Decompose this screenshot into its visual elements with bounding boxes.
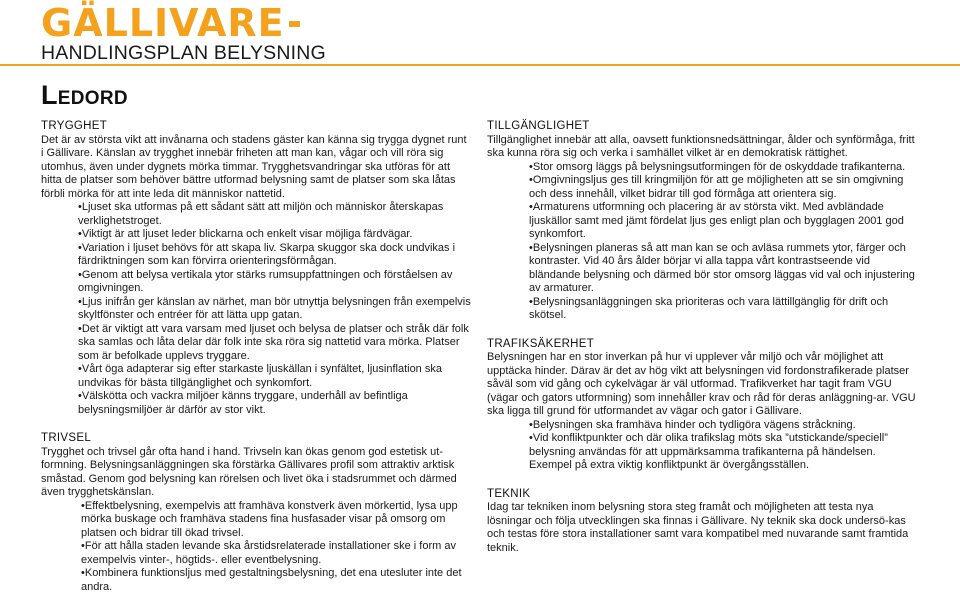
gallivare-logo bbox=[41, 3, 300, 43]
tillganglighet-intro: Tillgänglighet innebär att alla, oavsett funktionsnedsättningar, ålder och synförmåga, fritt ska kunna röra sig och verka i samhället vilket är en demokratisk rättighet. bbox=[487, 133, 915, 159]
logo-text: GÄLLIVARE bbox=[41, 1, 285, 45]
trafiksakerhet-bullet: •Vid konfliktpunkter och där olika trafikslag möts ska ”utstickande/speciell” belysning användas för att uppmärksamma trafikanterna på händelsen. Exempel på extra viktig konfliktpunkt är övergångsställen. bbox=[529, 432, 888, 471]
right-column bbox=[487, 120, 919, 555]
trygghet-bullet: •Det är viktigt att vara varsam med ljuset och belysa de platser och stråk där folk ska samlas och låta delar där folk inte ska röra sig nattetid vara mörka. Platser som är befolkade upplevs tryggare. bbox=[78, 322, 469, 362]
trygghet-bullet: •Vårt öga adapterar sig efter starkaste ljuskällan i synfältet, ljusinflation ska undvikas för bästa tillgänglighet och synkomfort. bbox=[78, 363, 442, 389]
document-subtitle: HANDLINGSPLAN BELYSNING bbox=[41, 42, 326, 64]
header-divider bbox=[0, 64, 960, 66]
logo-dot-mark bbox=[289, 21, 300, 27]
trygghet-bullet: •Ljus inifrån ger känslan av närhet, man bör utnyttja belysningen från exempelvis skyltfönster och entréer för att lätta upp gatan. bbox=[78, 295, 471, 321]
left-column bbox=[41, 120, 471, 594]
trivsel-bullet: •Kombinera funktionsljus med gestaltningsbelysning, det ena utesluter inte det andra. bbox=[81, 567, 462, 593]
trivsel-bullet: •För att hålla staden levande ska årstidsrelaterade installationer ske i form av exempelvis vinter-, högtids-. eller eventbelysning. bbox=[81, 540, 456, 566]
heading-tillganglighet: TILLGÄNGLIGHET bbox=[487, 120, 590, 132]
tillganglighet-bullet: •Belysningsanläggningen ska prioriteras och vara lättillgänglig för drift och skötsel. bbox=[529, 295, 889, 321]
trygghet-bullet: •Genom att belysa vertikala ytor stärks rumsuppfattningen och förståelsen av omgivningen. bbox=[78, 268, 453, 294]
tillganglighet-bullet: •Stor omsorg läggs på belysningsutformingen för de oskyddade trafikanterna. bbox=[529, 160, 906, 173]
trygghet-bullet: •Viktigt är att ljuset leder blickarna och enkelt visar möjliga färdvägar. bbox=[78, 228, 413, 240]
trygghet-intro: Det är av största vikt att invånarna och stadens gäster kan känna sig trygga dygnet runt i Gällivare. Känslan av trygghet innebär friheten att man kan, vågar och vill röra sig utomhus, även under dygnets mörka timmar. Trygghetsvandringar ska utföras för att hitta de platser som behöver bättre utformad belysning samt de platser som ska låtas förbli mörka för att inte leda dit människor nattetid. bbox=[41, 133, 467, 200]
trygghet-bullet: •Välskötta och vackra miljöer känns tryggare, underhåll av befintliga belysningsmiljöer är därför av stor vikt. bbox=[78, 390, 408, 416]
heading-trivsel: TRIVSEL bbox=[41, 432, 92, 444]
trygghet-bullet: •Ljuset ska utformas på ett sådant sätt att miljön och människor återskapas verklighetstroget. bbox=[78, 201, 444, 227]
heading-trygghet: TRYGGHET bbox=[41, 120, 108, 132]
tillganglighet-bullet: •Belysningen planeras så att man kan se och avläsa rummets ytor, färger och kontraster. Vid 40 års ålder börjar vi alla tappa vårt kontrastseende vid bländande belysning och därmed bör stor omsorg läggas vid val och injustering av armaturer. bbox=[529, 241, 915, 294]
heading-teknik: TEKNIK bbox=[487, 487, 531, 500]
trivsel-bullet: •Effektbelysning, exempelvis att framhäva konstverk även mörkertid, lysa upp mörka buskage och framhäva stadens fina husfasader visar på omsorg om platsen och bidrar till ökad trivsel. bbox=[81, 499, 458, 539]
heading-trafiksakerhet: TRAFIKSÄKERHET bbox=[487, 337, 595, 350]
trafiksakerhet-bullet: •Belysningen ska framhäva hinder och tydligöra vägens stråckning. bbox=[529, 418, 856, 431]
section-title: Ledord bbox=[41, 80, 128, 110]
trafiksakerhet-intro: Belysningen har en stor inverkan på hur vi upplever vår miljö och vår möjlighet att upptäcka hinder. Därav är det av hög vikt att belysningen vid fordonstrafikerade platser såväl som vid gång och cykelvägar är väl utformad. Trafikverket har tagit fram VGU (vägar och gators utformning) som innehåller krav och råd för deras anläggning-ar. VGU ska ligga till grund för utformandet av vägar och gator i Gällivare. bbox=[487, 351, 916, 417]
teknik-intro: Idag tar tekniken inom belysning stora steg framåt och möjligheten att testa nya lösningar och följa utvecklingen ska finnas i Gällivare. Ny teknik ska dock undersö-kas och testas före stora installationer samt vara kompatibel med nuvarande samt framtida teknik. bbox=[487, 501, 909, 554]
trivsel-intro: Trygghet och trivsel går ofta hand i hand. Trivseln kan ökas genom god estetisk ut-formning. Belysningsanläggningen ska förstärka Gällivares profil som attraktiv arktisk småstad. Genom god belysning kan rörelsen och livet öka i stadsrummet och därmed även trygghetskänslan. bbox=[41, 445, 457, 498]
tillganglighet-bullet: •Armaturens utformning och placering är av största vikt. Med avbländade ljuskällor samt med jämt fördelat ljus ges enligt plan och bygglagen 2001 god synkomfort. bbox=[529, 201, 904, 240]
tillganglighet-bullet: •Omgivningsljus ges till kringmiljön för att ge möjligheten att se sin omgivning och dess innehåll, vilket bidrar till god förmåga att orientera sig. bbox=[529, 174, 904, 200]
trygghet-bullet: •Variation i ljuset behövs för att skapa liv. Skarpa skuggor ska dock undvikas i färdriktningen som kan förvirra orienteringsförmågan. bbox=[78, 241, 456, 267]
